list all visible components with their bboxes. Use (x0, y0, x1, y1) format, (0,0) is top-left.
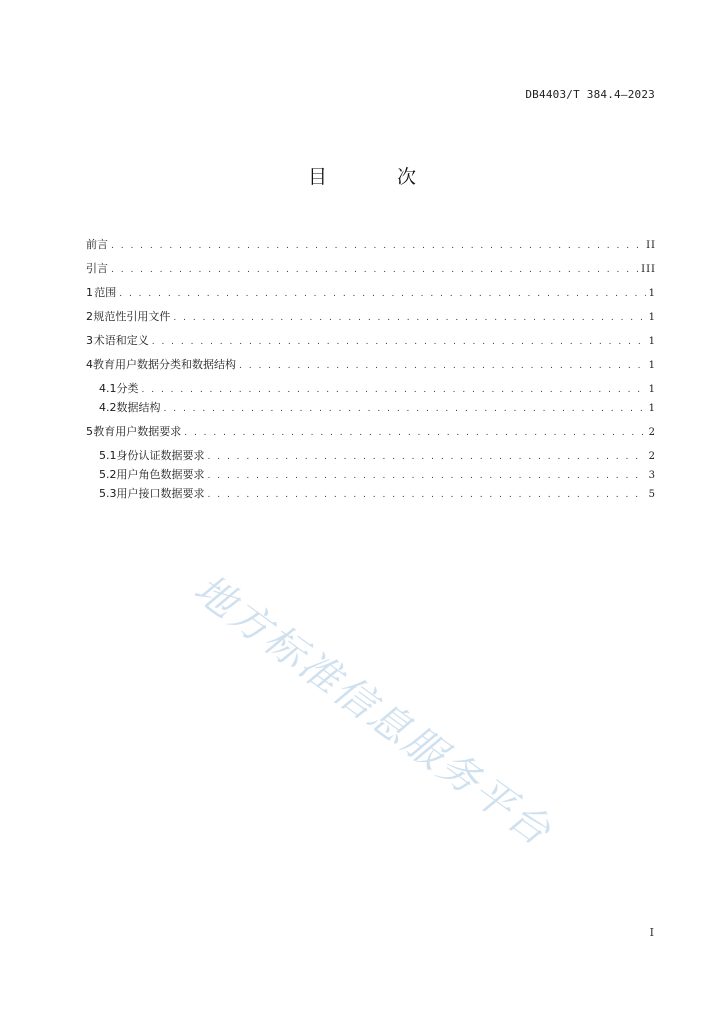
toc-entry-page: 1 (648, 384, 656, 395)
toc-entry-scope[interactable] (86, 283, 656, 302)
toc-entry-data-structure[interactable] (86, 398, 656, 417)
toc-entry-classification[interactable] (86, 379, 656, 398)
toc-entry-normative-references[interactable] (86, 307, 656, 326)
toc-entry-number: 4.2 (99, 401, 117, 414)
toc-entry-number: 5 (86, 425, 93, 438)
toc-entry-foreword[interactable] (86, 235, 656, 254)
toc-entry-interface-data[interactable] (86, 484, 656, 503)
toc-entry-number: 5.3 (99, 487, 117, 500)
toc-dot-leader (152, 333, 646, 352)
toc-entry-introduction[interactable] (86, 259, 656, 278)
toc-entry-page: 1 (648, 336, 656, 347)
toc-entry-page: 5 (648, 489, 656, 500)
toc-dot-leader (208, 448, 646, 467)
toc-entry-label: 用户角色数据要求 (116, 468, 205, 481)
toc-entry-number: 2 (86, 310, 93, 323)
toc-entry-page: 1 (648, 403, 656, 414)
toc-entry-number: 5.1 (99, 449, 117, 462)
toc-entry-page: 2 (648, 427, 656, 438)
toc-dot-leader (208, 486, 646, 505)
toc-dot-leader (173, 309, 645, 328)
toc-dot-leader (111, 237, 643, 256)
toc-entry-page: II (646, 240, 656, 251)
toc-entry-number: 4.1 (99, 382, 117, 395)
toc-entry-data-requirements[interactable] (86, 422, 656, 441)
toc-entry-label: 数据结构 (116, 401, 161, 414)
toc-dot-leader (208, 467, 646, 486)
page-title: 目 次 (307, 166, 449, 188)
toc-entry-classification-structure[interactable] (86, 355, 656, 374)
toc-entry-page: III (641, 264, 656, 275)
table-of-contents (86, 235, 656, 503)
page-number: I (649, 926, 654, 939)
toc-entry-authentication-data[interactable] (86, 446, 656, 465)
toc-entry-terms-definitions[interactable] (86, 331, 656, 350)
toc-entry-number: 5.2 (99, 468, 117, 481)
toc-entry-page: 3 (648, 470, 656, 481)
toc-entry-number: 4 (86, 358, 93, 371)
toc-entry-page: 1 (648, 360, 656, 371)
toc-entry-page: 1 (648, 288, 656, 299)
toc-entry-label: 前言 (86, 238, 108, 251)
toc-entry-label: 引言 (86, 262, 108, 275)
toc-entry-label: 用户接口数据要求 (116, 487, 205, 500)
toc-entry-label: 范围 (94, 286, 117, 299)
toc-entry-page: 1 (648, 312, 656, 323)
toc-entry-label: 分类 (116, 382, 139, 395)
toc-entry-number: 1 (86, 286, 93, 299)
toc-entry-label: 身份认证数据要求 (116, 449, 205, 462)
toc-entry-page: 2 (648, 451, 656, 462)
toc-dot-leader (164, 400, 646, 419)
toc-entry-label: 教育用户数据要求 (93, 425, 182, 438)
toc-dot-leader (119, 285, 645, 304)
toc-entry-role-data[interactable] (86, 465, 656, 484)
toc-dot-leader (111, 261, 638, 280)
toc-dot-leader (184, 424, 645, 443)
toc-entry-label: 教育用户数据分类和数据结构 (93, 358, 236, 371)
toc-dot-leader (142, 381, 646, 400)
document-code: DB4403/T 384.4—2023 (525, 88, 655, 101)
watermark: 地方标准信息服务平台 (185, 565, 561, 856)
toc-entry-label: 规范性引用文件 (93, 310, 171, 323)
toc-entry-number: 3 (86, 334, 93, 347)
toc-entry-label: 术语和定义 (93, 334, 149, 347)
toc-dot-leader (239, 357, 646, 376)
